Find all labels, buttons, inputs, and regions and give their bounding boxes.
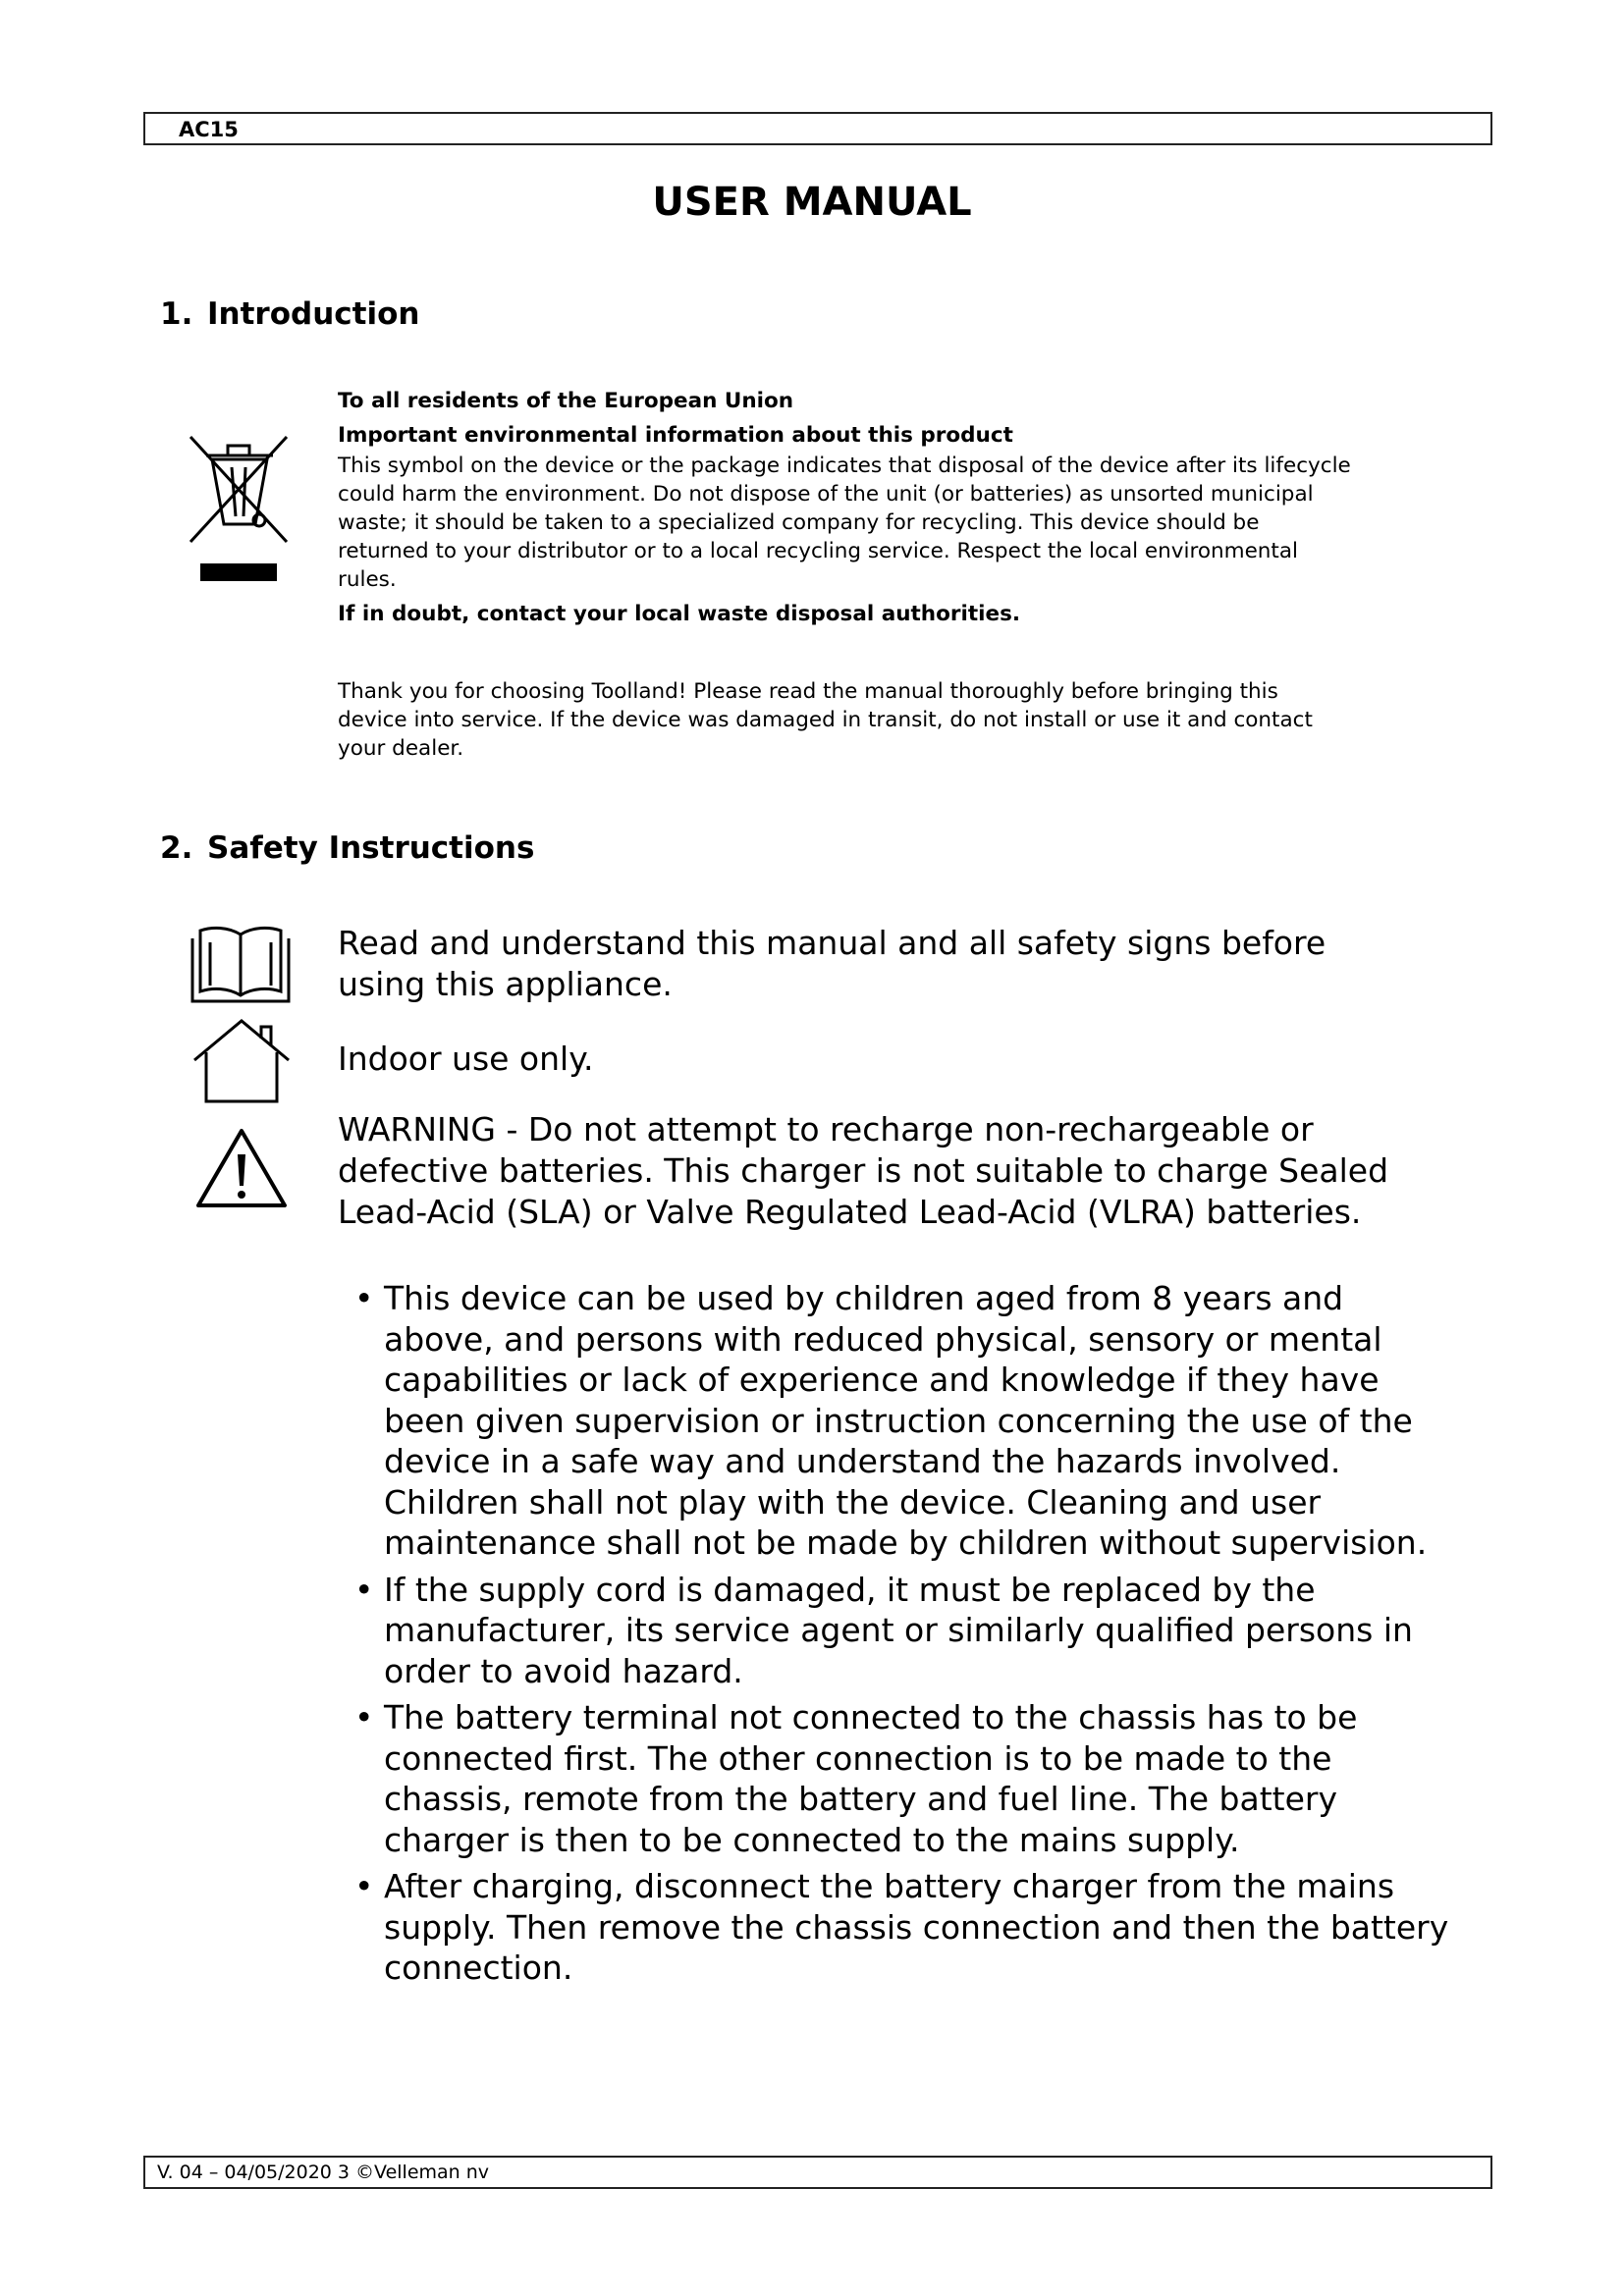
product-code: AC15 <box>179 118 239 141</box>
footer-version: V. 04 – 04/05/2020 3 ©Velleman nv <box>157 2162 490 2183</box>
read-line: using this appliance. <box>338 965 673 1003</box>
intro-text-block <box>338 387 1496 628</box>
environmental-heading: Important environmental information about this product <box>338 423 1013 448</box>
thanks-line: your dealer. <box>338 736 464 761</box>
weee-crossed-bin-icon <box>185 432 293 589</box>
bullet-dot: • <box>354 1698 374 1736</box>
section-title: Safety Instructions <box>207 830 535 866</box>
bullet-dot: • <box>354 1867 374 1905</box>
thanks-line: device into service. If the device was damaged in transit, do not install or use it and contact <box>338 708 1313 732</box>
env-line: could harm the environment. Do not dispose of the unit (or batteries) as unsorted municipal <box>338 482 1314 507</box>
bullet-dot: • <box>354 1570 374 1609</box>
read-manual-text <box>338 923 1496 1005</box>
section-number: 1. <box>160 296 193 332</box>
warning-line: Lead-Acid (SLA) or Valve Regulated Lead-Acid (VLRA) batteries. <box>338 1193 1362 1231</box>
list-item: • The battery terminal not connected to the chassis has to be connected first. The other connection is to be made to the chassis, remote from the battery and fuel line. The battery charger is then to be connected to the mains supply. <box>354 1698 1358 1859</box>
house-indoor-icon <box>190 1017 293 1105</box>
page-title: USER MANUAL <box>652 180 972 225</box>
env-line: This symbol on the device or the package indicates that disposal of the device after its lifecycle <box>338 454 1351 478</box>
section-heading-introduction <box>160 296 419 332</box>
page-footer <box>143 2156 1492 2189</box>
section-heading-safety <box>160 830 534 866</box>
book-manual-icon <box>189 921 293 1005</box>
residents-heading: To all residents of the European Union <box>338 389 794 413</box>
bullet-dot: • <box>354 1279 374 1317</box>
env-line: returned to your distributor or to a local recycling service. Respect the local environmental <box>338 539 1299 563</box>
warning-triangle-icon <box>194 1125 289 1211</box>
section-title: Introduction <box>207 296 420 332</box>
list-item: • If the supply cord is damaged, it must be replaced by the manufacturer, its service agent or similarly qualified persons in order to avoid hazard. <box>354 1570 1413 1690</box>
read-line: Read and understand this manual and all safety signs before <box>338 924 1326 962</box>
warning-line: defective batteries. This charger is not suitable to charge Sealed <box>338 1151 1389 1190</box>
env-line: waste; it should be taken to a specialized company for recycling. This device should be <box>338 510 1260 535</box>
list-item: • After charging, disconnect the battery charger from the mains supply. Then remove the chassis connection and then the battery connection. <box>354 1867 1449 1987</box>
env-line: rules. <box>338 567 397 592</box>
page-header <box>143 112 1492 145</box>
warning-text <box>338 1109 1516 1233</box>
section-number: 2. <box>160 830 193 866</box>
thanks-paragraph <box>338 677 1496 763</box>
warning-line: WARNING - Do not attempt to recharge non-rechargeable or <box>338 1110 1314 1148</box>
thanks-line: Thank you for choosing Toolland! Please read the manual thoroughly before bringing this <box>338 679 1278 704</box>
indoor-use-text: Indoor use only. <box>338 1040 594 1078</box>
safety-bullet-list <box>338 1278 1462 1995</box>
list-item: • This device can be used by children aged from 8 years and above, and persons with reduced physical, sensory or mental capabilities or lack of experience and knowledge if they have been given supervision or instruction concerning the use of the device in a safe way and understand the hazards involved. Children shall not play with the device. Cleaning and user maintenance shall not be made by children without supervision. <box>354 1279 1428 1562</box>
doubt-notice: If in doubt, contact your local waste disposal authorities. <box>338 602 1021 626</box>
